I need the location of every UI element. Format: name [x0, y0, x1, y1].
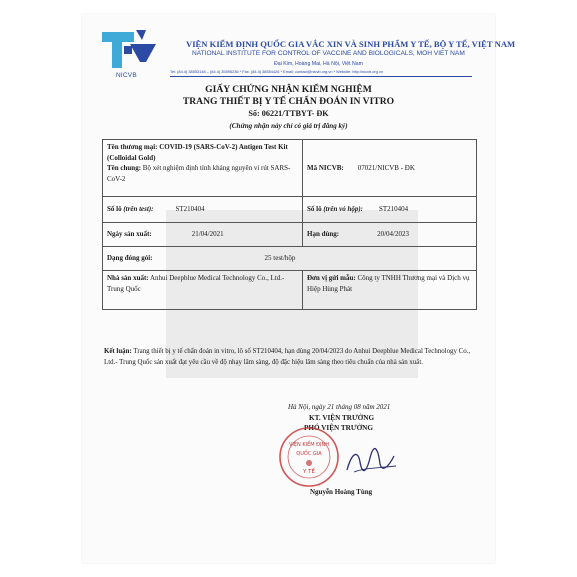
- sender-cell: [303, 271, 476, 309]
- trade-name-label: Tên thương mại:: [107, 143, 158, 151]
- lot-box-qualifier: (trên vỏ hộp):: [323, 205, 364, 214]
- packaging-cell: [103, 247, 476, 270]
- lot-test-qualifier: (trên test):: [123, 205, 154, 214]
- sender-label: Đơn vị gửi mẫu:: [307, 274, 356, 282]
- sender-value: Công ty TNHH Thương mại và Dịch vụ Hiệp Hùng Phát: [307, 274, 470, 293]
- exp-date-value: 20/04/2023: [377, 230, 409, 239]
- signer-title-1: KT. VIỆN TRƯỞNG: [309, 414, 375, 422]
- table-row-parties: [103, 270, 476, 309]
- manufacturer-label: Nhà sản xuất:: [107, 274, 149, 282]
- stamp-text-bottom: Y TẾ: [303, 469, 315, 475]
- table-row-product: [103, 140, 476, 196]
- handwritten-signature: [344, 446, 400, 478]
- product-cell: [103, 140, 303, 196]
- lot-test-value: ST210404: [175, 205, 205, 214]
- manufacturer-value: Anhui Deepblue Medical Technology Co., Ltd.- Trung Quốc: [107, 274, 285, 293]
- doc-title: GIẤY CHỨNG NHẬN KIỂM NGHIỆM: [205, 84, 372, 95]
- org-contact: Tel: (84.4) 38553148 – (84.4) 35595236 * Fax: (84.4) 38554426 * Email: contact@nicvb.org.vn * Website: http://nicvb.org.vn: [170, 69, 384, 74]
- official-stamp: [278, 426, 340, 488]
- info-table: [102, 139, 477, 310]
- nicvb-code-label: Mã NICVB:: [307, 163, 344, 172]
- exp-date-label: Hạn dùng:: [307, 230, 340, 239]
- lot-box-value: ST210404: [379, 205, 409, 214]
- doc-note: (Chứng nhận này chỉ có giá trị đăng ký): [229, 122, 348, 130]
- stamp-text-top: VIỆN KIỂM ĐỊNH: [288, 442, 330, 448]
- lot-test-label: Số lô: [107, 205, 122, 214]
- org-name-vn: VIỆN KIỂM ĐỊNH QUỐC GIA VẮC XIN VÀ SINH PHẨM Y TẾ, BỘ Y TẾ, VIỆT NAM: [186, 39, 516, 49]
- logo-caption: NICVB: [116, 72, 137, 79]
- header-divider: [170, 76, 472, 77]
- certificate-page: [82, 14, 516, 563]
- common-name-value: Bộ xét nghiệm định tính kháng nguyên vi rút SARS-CoV-2: [107, 164, 291, 183]
- conclusion: [104, 347, 474, 368]
- doc-number: Số: 06221/TTBYT- ĐK: [248, 109, 329, 118]
- place-date: Hà Nội, ngày 21 tháng 08 năm 2021: [288, 403, 391, 411]
- doc-subtitle: TRANG THIẾT BỊ Y TẾ CHẨN ĐOÁN IN VITRO: [182, 96, 395, 107]
- nicvb-logo: [100, 28, 158, 76]
- manufacturer-cell: [103, 271, 303, 309]
- conclusion-text: Trang thiết bị y tế chẩn đoán in vitro, lô số ST210404, hạn dùng 20/04/2023 do Anhui Deepblue Medical Technology Co., Ltd.- Trung Quốc sản xuất đạt yêu cầu về độ nhạy lâm sàng, độ đặc hiệu lâm sàng theo tiêu chuẩn của nhà sản xuất.: [104, 348, 471, 366]
- nicvb-code-value: 07021/NICVB - ĐK: [357, 163, 415, 172]
- nicvb-code-cell: [303, 140, 476, 196]
- common-name-label: Tên chung:: [107, 164, 142, 172]
- mfg-date-cell: [103, 223, 303, 246]
- lot-box-label: Số lô: [307, 205, 322, 214]
- pack-value: 25 test/hộp: [264, 254, 296, 263]
- lot-box-cell: [303, 197, 476, 222]
- table-row-packaging: [103, 246, 476, 270]
- mfg-date-label: Ngày sản xuất:: [107, 230, 152, 239]
- lot-test-cell: [103, 197, 303, 222]
- signer-title-2: PHÓ VIỆN TRƯỞNG: [304, 424, 373, 432]
- org-address: Đại Kim, Hoàng Mai, Hà Nội, Việt Nam: [274, 61, 363, 67]
- mfg-date-value: 21/04/2021: [191, 230, 224, 239]
- table-row-dates: [103, 222, 476, 246]
- trade-name-value: COVID-19 (SARS-CoV-2) Antigen Test Kit (Colloidal Gold): [107, 143, 288, 162]
- signer-name: Nguyễn Hoàng Tùng: [310, 488, 373, 496]
- exp-date-cell: [303, 223, 476, 246]
- table-row-lot: [103, 196, 476, 222]
- org-name-en: NATIONAL INSTITUTE FOR CONTROL OF VACCINE AND BIOLOGICALS, MOH VIET NAM: [192, 50, 465, 57]
- stamp-text-mid: QUỐC GIA: [296, 451, 322, 457]
- conclusion-label: Kết luận:: [104, 348, 132, 355]
- pack-label: Dạng đóng gói:: [107, 254, 153, 263]
